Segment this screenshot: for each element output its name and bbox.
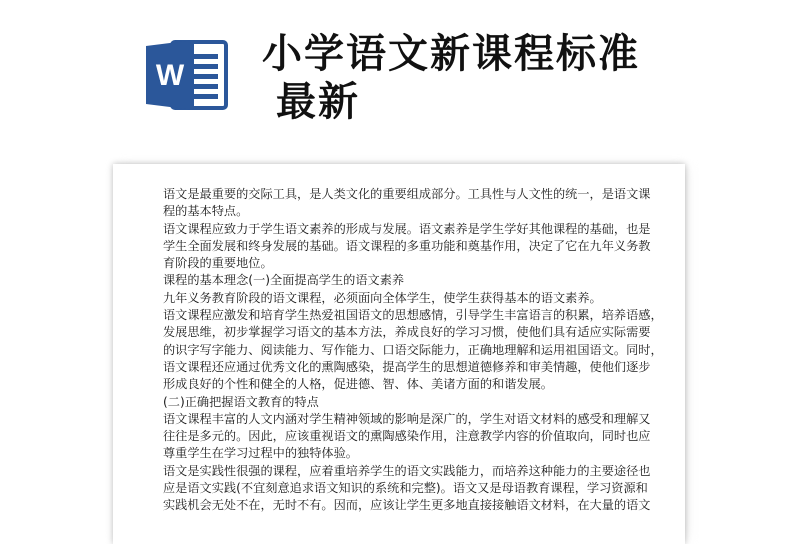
document-line: 实践机会无处不在，无时不有。因而，应该让学生更多地直接接触语文材料，在大量的语文 bbox=[163, 498, 651, 513]
document-line: 应是语文实践(不宜刻意追求语文知识的系统和完整)。语文又是母语教育课程，学习资源和 bbox=[163, 481, 648, 496]
title-line-2: 最新 bbox=[276, 79, 360, 125]
document-line: 语文是最重要的交际工具，是人类文化的重要组成部分。工具性与人文性的统一，是语文课 bbox=[163, 187, 651, 201]
title-line-1: 小学语文新课程标准 bbox=[262, 31, 640, 77]
document-line: 学生全面发展和终身发展的基础。语文课程的多重功能和奠基作用，决定了它在九年义务教 bbox=[163, 238, 651, 253]
document-line: 九年义务教育阶段的语文课程，必须面向全体学生，使学生获得基本的语文素养。 bbox=[163, 290, 602, 305]
document-page bbox=[113, 164, 685, 544]
document-line: 课程的基本理念(一)全面提高学生的语文素养 bbox=[163, 273, 405, 288]
header-banner bbox=[0, 0, 800, 160]
document-line: 语文课程应致力于学生语文素养的形成与发展。语文素养是学生学好其他课程的基础，也是 bbox=[163, 221, 651, 236]
document-line: 尊重学生在学习过程中的独特体验。 bbox=[163, 446, 358, 461]
document-line: 的识字写字能力、阅读能力、写作能力、口语交际能力，正确地理解和运用祖国语文。同时， bbox=[163, 342, 663, 357]
document-line: 发展思维，初步掌握学习语文的基本方法，养成良好的学习习惯，使他们具有适应实际需要 bbox=[163, 325, 651, 340]
document-line: (二)正确把握语文教育的特点 bbox=[163, 394, 319, 409]
word-document-icon bbox=[142, 36, 230, 114]
document-line: 语文课程应激发和培育学生热爱祖国语文的思想感情，引导学生丰富语言的积累，培养语感， bbox=[163, 308, 663, 323]
document-body bbox=[163, 186, 663, 515]
word-letter-w: W bbox=[155, 59, 185, 92]
document-line: 程的基本特点。 bbox=[163, 204, 249, 219]
document-line: 语文课程还应通过优秀文化的熏陶感染，提高学生的思想道德修养和审美情趣，使他们逐步 bbox=[163, 359, 651, 374]
page-title bbox=[262, 30, 702, 126]
document-line: 语文课程丰富的人文内涵对学生精神领域的影响是深广的，学生对语文材料的感受和理解又 bbox=[163, 411, 651, 426]
document-line: 形成良好的个性和健全的人格，促进德、智、体、美诸方面的和谐发展。 bbox=[163, 377, 553, 392]
document-line: 往往是多元的。因此，应该重视语文的熏陶感染作用，注意教学内容的价值取向，同时也应 bbox=[163, 429, 651, 444]
document-line: 育阶段的重要地位。 bbox=[163, 256, 273, 271]
document-line: 语文是实践性很强的课程，应着重培养学生的语文实践能力，而培养这种能力的主要途径也 bbox=[163, 463, 651, 478]
